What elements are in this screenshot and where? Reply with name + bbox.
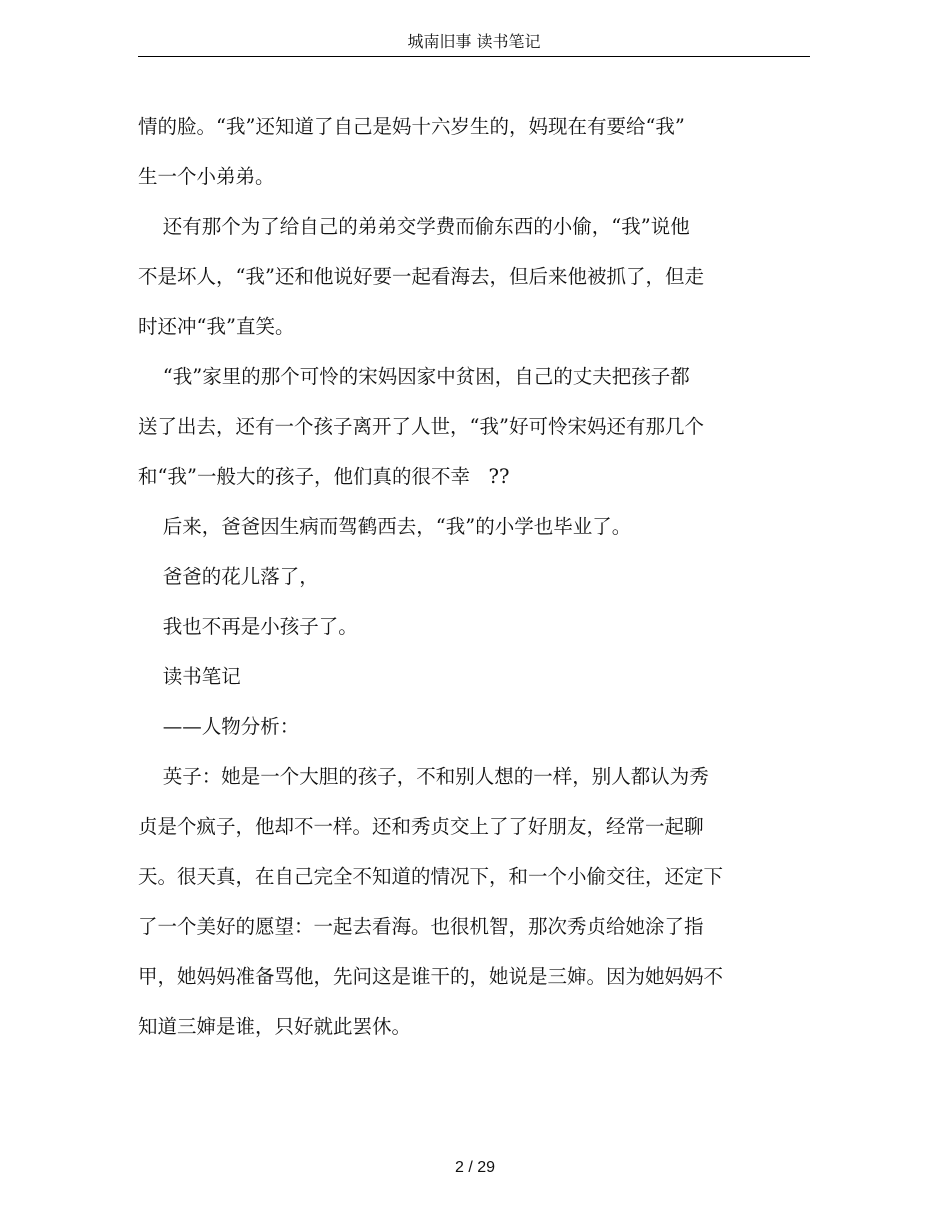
text-line: ——人物分析：	[138, 715, 300, 738]
text-line: 情的脸。“我”还知道了自己是妈十六岁生的，妈现在有要给“我”	[138, 115, 685, 138]
text-line: 不是坏人，“我”还和他说好要一起看海去，但后来他被抓了，但走	[138, 265, 704, 288]
text-line: 读书笔记	[138, 665, 241, 688]
text-line: 我也不再是小孩子了。	[138, 615, 358, 638]
text-line: 和“我”一般大的孩子，他们真的很不幸 ??	[138, 465, 510, 488]
text-line: 爸爸的花儿落了，	[138, 565, 319, 588]
text-line: 贞是个疯子，他却不一样。还和秀贞交上了了好朋友，经常一起聊	[138, 815, 704, 838]
document-body	[138, 102, 758, 1052]
text-line: 生一个小弟弟。	[138, 165, 275, 188]
page-number: 2 / 29	[454, 1159, 496, 1176]
document-title: 城南旧事 读书笔记	[407, 32, 541, 51]
text-line: 知道三婶是谁，只好就此罢休。	[138, 1015, 412, 1038]
text-line: 甲，她妈妈准备骂他，先问这是谁干的，她说是三婶。因为她妈妈不	[138, 965, 724, 988]
text-line: 还有那个为了给自己的弟弟交学费而偷东西的小偷，“我”说他	[138, 215, 690, 238]
text-line: “我”家里的那个可怜的宋妈因家中贫困，自己的丈夫把孩子都	[138, 365, 690, 388]
text-line: 后来，爸爸因生病而驾鹤西去，“我”的小学也毕业了。	[138, 515, 632, 538]
text-line: 英子：她是一个大胆的孩子，不和别人想的一样，别人都认为秀	[138, 765, 709, 788]
text-line: 送了出去，还有一个孩子离开了人世，“我”好可怜宋妈还有那几个	[138, 415, 704, 438]
text-line: 时还冲“我”直笑。	[138, 315, 295, 338]
text-line: 天。很天真，在自己完全不知道的情况下，和一个小偷交往，还定下	[138, 865, 724, 888]
page-header	[138, 28, 810, 57]
text-line: 了一个美好的愿望：一起去看海。也很机智，那次秀贞给她涂了指	[138, 915, 704, 938]
